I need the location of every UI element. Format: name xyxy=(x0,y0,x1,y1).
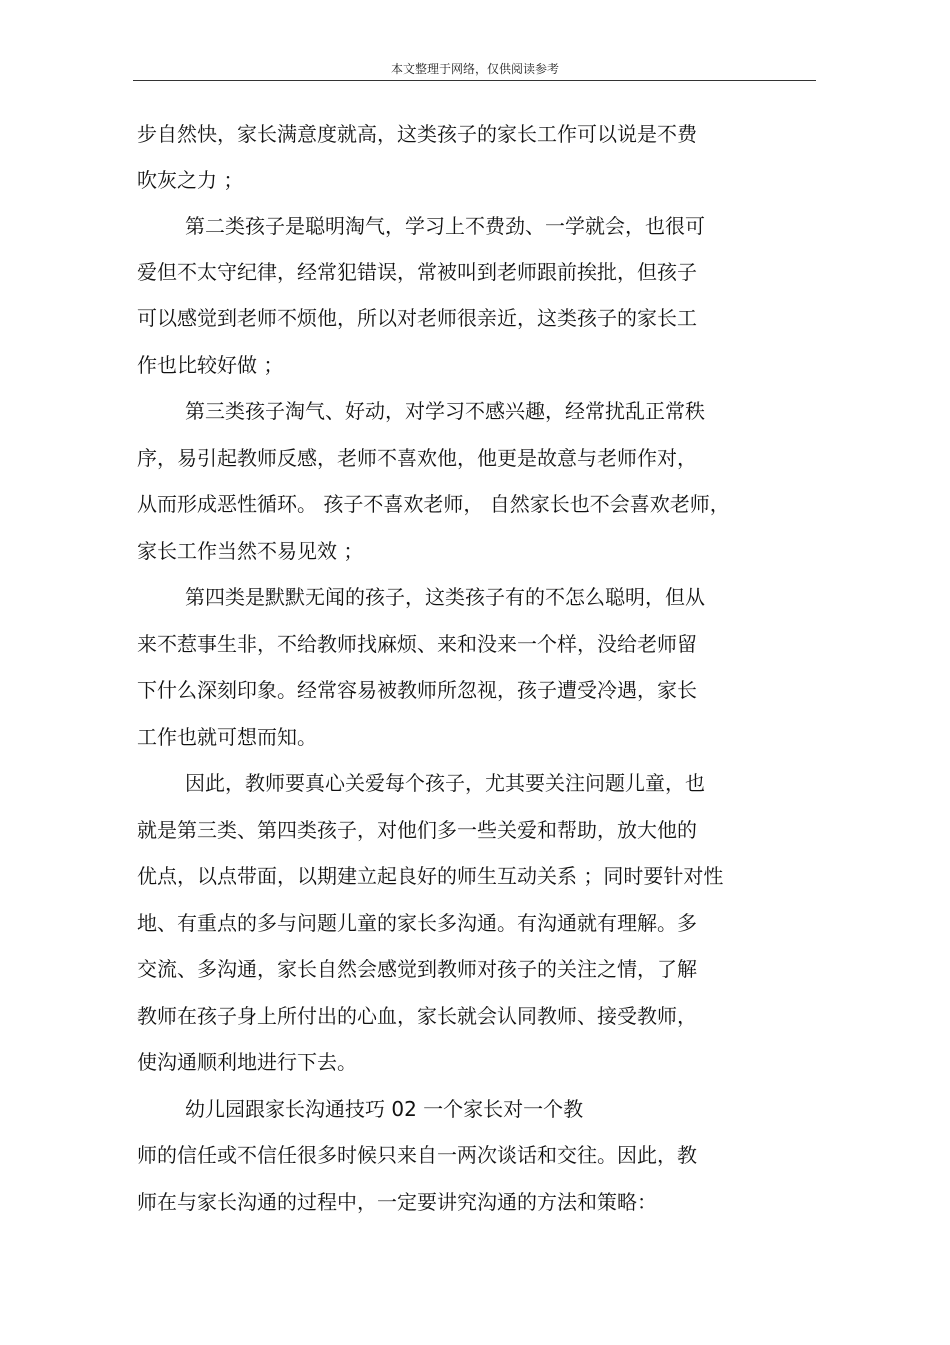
text-line: 教师在孩子身上所付出的心血，家长就会认同教师、接受教师， xyxy=(137,1004,697,1028)
text-line: 从而形成恶性循环。 孩子不喜欢老师， 自然家长也不会喜欢老师， xyxy=(137,492,730,516)
text-line: 步自然快，家长满意度就高，这类孩子的家长工作可以说是不费 xyxy=(137,122,697,146)
text-line: 使沟通顺利地进行下去。 xyxy=(137,1050,357,1074)
text-line: 第四类是默默无闻的孩子，这类孩子有的不怎么聪明，但从 xyxy=(185,585,705,609)
text-line: 第三类孩子淘气、好动，对学习不感兴趣，经常扰乱正常秩 xyxy=(185,399,705,423)
text-line: 序，易引起教师反感，老师不喜欢他，他更是故意与老师作对， xyxy=(137,446,697,470)
header-text: 本文整理于网络，仅供阅读参考 xyxy=(390,62,559,76)
text-line: 师在与家长沟通的过程中，一定要讲究沟通的方法和策略： xyxy=(137,1190,657,1214)
text-line: 幼儿园跟家长沟通技巧 02 一个家长对一个教 xyxy=(185,1097,584,1121)
header-rule xyxy=(133,80,816,81)
text-line: 来不惹事生非，不给教师找麻烦、来和没来一个样，没给老师留 xyxy=(137,632,697,656)
text-line: 优点，以点带面，以期建立起良好的师生互动关系 ；同时要针对性 xyxy=(137,864,724,888)
text-line: 第二类孩子是聪明淘气，学习上不费劲、一学就会，也很可 xyxy=(185,214,705,238)
text-line: 就是第三类、第四类孩子，对他们多一些关爱和帮助，放大他的 xyxy=(137,818,697,842)
text-line: 工作也就可想而知。 xyxy=(137,725,317,749)
text-line: 下什么深刻印象。经常容易被教师所忽视，孩子遭受冷遇，家长 xyxy=(137,678,697,702)
text-line: 师的信任或不信任很多时候只来自一两次谈话和交往。因此，教 xyxy=(137,1143,697,1167)
text-line: 因此，教师要真心关爱每个孩子，尤其要关注问题儿童，也 xyxy=(185,771,705,795)
text-line: 吹灰之力 ； xyxy=(137,168,244,192)
text-line: 家长工作当然不易见效 ； xyxy=(137,539,364,563)
text-line: 可以感觉到老师不烦他，所以对老师很亲近，这类孩子的家长工 xyxy=(137,306,697,330)
text-line: 爱但不太守纪律，经常犯错误，常被叫到老师跟前挨批，但孩子 xyxy=(137,260,697,284)
text-line: 交流、多沟通，家长自然会感觉到教师对孩子的关注之情，了解 xyxy=(137,957,697,981)
text-line: 作也比较好做 ； xyxy=(137,353,284,377)
text-line: 地、有重点的多与问题儿童的家长多沟通。有沟通就有理解。多 xyxy=(137,911,697,935)
